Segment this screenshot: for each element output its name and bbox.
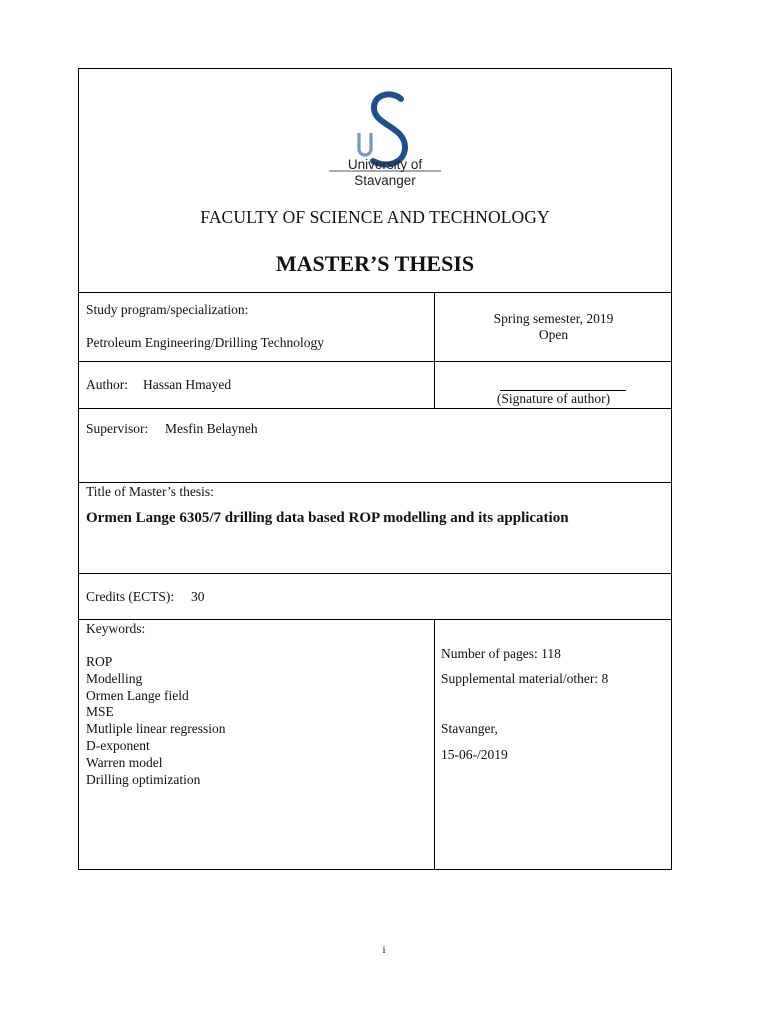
signature-caption: (Signature of author) [496, 391, 611, 406]
credits-value: 30 [191, 589, 205, 604]
keywords-list [86, 654, 225, 788]
row-divider [79, 619, 671, 620]
document-type-heading: MASTER’S THESIS [275, 251, 475, 276]
list-item: MSE [86, 704, 114, 720]
faculty-heading: FACULTY OF SCIENCE AND TECHNOLOGY [200, 207, 550, 227]
credits-label: Credits (ECTS): [86, 589, 175, 604]
supervisor-label: Supervisor: [86, 421, 149, 436]
supplemental-material: Supplemental material/other: 8 [441, 671, 609, 686]
logo-text-line1: University of [347, 157, 423, 172]
semester-value: Spring semester, 2019 [493, 311, 614, 326]
study-program-value: Petroleum Engineering/Drilling Technology [86, 335, 325, 350]
logo-text-line2: Stavanger [354, 173, 416, 188]
access-value: Open [538, 327, 569, 342]
thesis-title-label: Title of Master’s thesis: [86, 484, 214, 499]
row-divider [79, 361, 671, 362]
list-item: ROP [86, 654, 113, 669]
author-label: Author: [86, 377, 128, 392]
list-item: Ormen Lange field [86, 687, 189, 703]
row-divider [79, 408, 671, 409]
column-divider [434, 619, 435, 870]
row-divider [79, 292, 671, 293]
date: 15-06-/2019 [441, 747, 508, 762]
supervisor-name: Mesfin Belayneh [165, 421, 258, 436]
list-item: Warren model [86, 754, 163, 770]
author-name: Hassan Hmayed [143, 377, 232, 392]
page-count: Number of pages: 118 [441, 646, 561, 661]
list-item: Mutliple linear regression [86, 721, 226, 737]
list-item: Drilling optimization [86, 771, 201, 787]
thesis-title: Ormen Lange 6305/7 drilling data based ROP modelling and its application [86, 510, 569, 526]
list-item: D-exponent [86, 737, 150, 753]
place: Stavanger, [441, 721, 498, 736]
row-divider [79, 573, 671, 574]
thesis-cover-form [78, 68, 672, 870]
list-item: Modelling [86, 670, 143, 686]
page-number: i [382, 944, 386, 956]
study-program-label: Study program/specialization: [86, 302, 249, 317]
keywords-label: Keywords: [86, 621, 146, 636]
